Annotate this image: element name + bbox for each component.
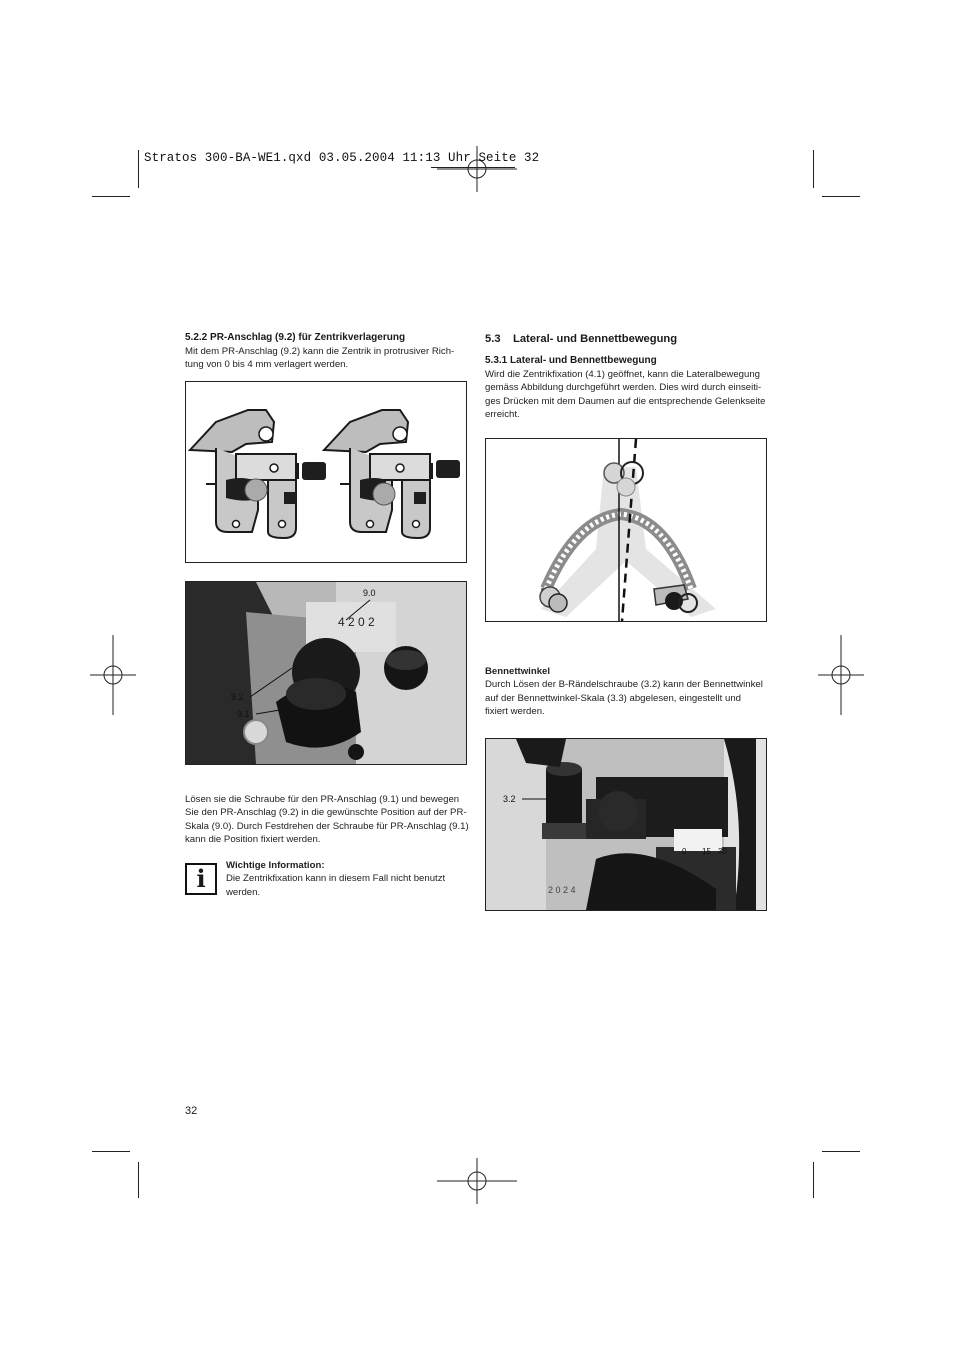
pr-stop-photo: [185, 581, 467, 765]
pr-stop-diagram: [185, 381, 467, 563]
registration-mark-icon: [437, 1158, 517, 1204]
registration-mark-icon: [90, 635, 136, 715]
callout-label-9-0: 9.0: [363, 588, 376, 598]
crop-mark: [138, 150, 139, 188]
crop-mark: [822, 196, 860, 197]
registration-mark-icon: [818, 635, 864, 715]
callout-leader-line: [486, 739, 766, 910]
lateral-intro-paragraph: Wird die Zentrikfixation (4.1) geöffnet, kann die Lateralbewegung gemäss Abbildung durchgeführt werden. Dies wird durch einseiti- ges Drücken mit dem Daumen auf die entsprechende Gelenkseite erreicht.: [485, 369, 766, 421]
crop-mark: [138, 1162, 139, 1198]
callout-label-3-2: 3.2: [503, 794, 516, 804]
info-icon: i: [185, 863, 217, 895]
bennett-title: Bennettwinkel: [485, 666, 551, 677]
section-heading: 5.3 Lateral- und Bennettbewegung: [485, 333, 678, 345]
crop-mark: [92, 1151, 130, 1152]
bennett-scale-tick: 0: [682, 847, 687, 856]
crop-mark: [813, 150, 814, 188]
subsection-heading: 5.2.2 PR-Anschlag (9.2) für Zentrikverlagerung: [185, 332, 406, 343]
crop-mark: [822, 1151, 860, 1152]
callout-leader-lines: [186, 582, 466, 764]
bennett-scale-tick: 30: [718, 847, 727, 856]
condyle-housing-left: [190, 410, 326, 538]
slug-underline: [431, 167, 515, 168]
page-number: 32: [185, 1105, 198, 1117]
scale-digits: 4 2 0 2: [338, 615, 375, 629]
lower-scale-digits: 2 0 2 4: [548, 885, 576, 895]
subsection-heading: 5.3.1 Lateral- und Bennettbewegung: [485, 355, 657, 366]
crop-mark: [813, 1162, 814, 1198]
info-note: Wichtige Information: Die Zentrikfixation kann in diesem Fall nicht benutzt werden.: [226, 859, 471, 899]
intro-paragraph: Mit dem PR-Anschlag (9.2) kann die Zentrik in protrusiver Rich- tung von 0 bis 4 mm verlagert werden.: [185, 346, 455, 371]
slug-line: Stratos 300-BA-WE1.qxd 03.05.2004 11:13 Uhr Seite 32: [144, 151, 540, 165]
info-title: Wichtige Information:: [226, 860, 325, 871]
lateral-movement-diagram: [485, 438, 767, 622]
callout-label-9-2: 9.2: [231, 692, 244, 702]
bennett-section: Bennettwinkel Durch Lösen der B-Rändelschraube (3.2) kann der Bennettwinkel auf der Bennettwinkel-Skala (3.3) abgelesen, eingestellt und fixiert werden.: [485, 665, 770, 719]
callout-label-9-1: 9.1: [237, 709, 250, 719]
crop-mark: [92, 196, 130, 197]
condyle-housing-right: [324, 410, 460, 538]
adjustment-paragraph: Lösen sie die Schraube für den PR-Anschlag (9.1) und bewegen Sie den PR-Anschlag (9.2) in die gewünschte Position auf der PR- Skala (9.0). Durch Festdrehen der Schraube für PR-Anschlag (9.1) kann die Position fixiert werden.: [185, 794, 469, 846]
bennett-scale-tick: 15: [702, 847, 711, 856]
bennett-screw-photo: [485, 738, 767, 911]
